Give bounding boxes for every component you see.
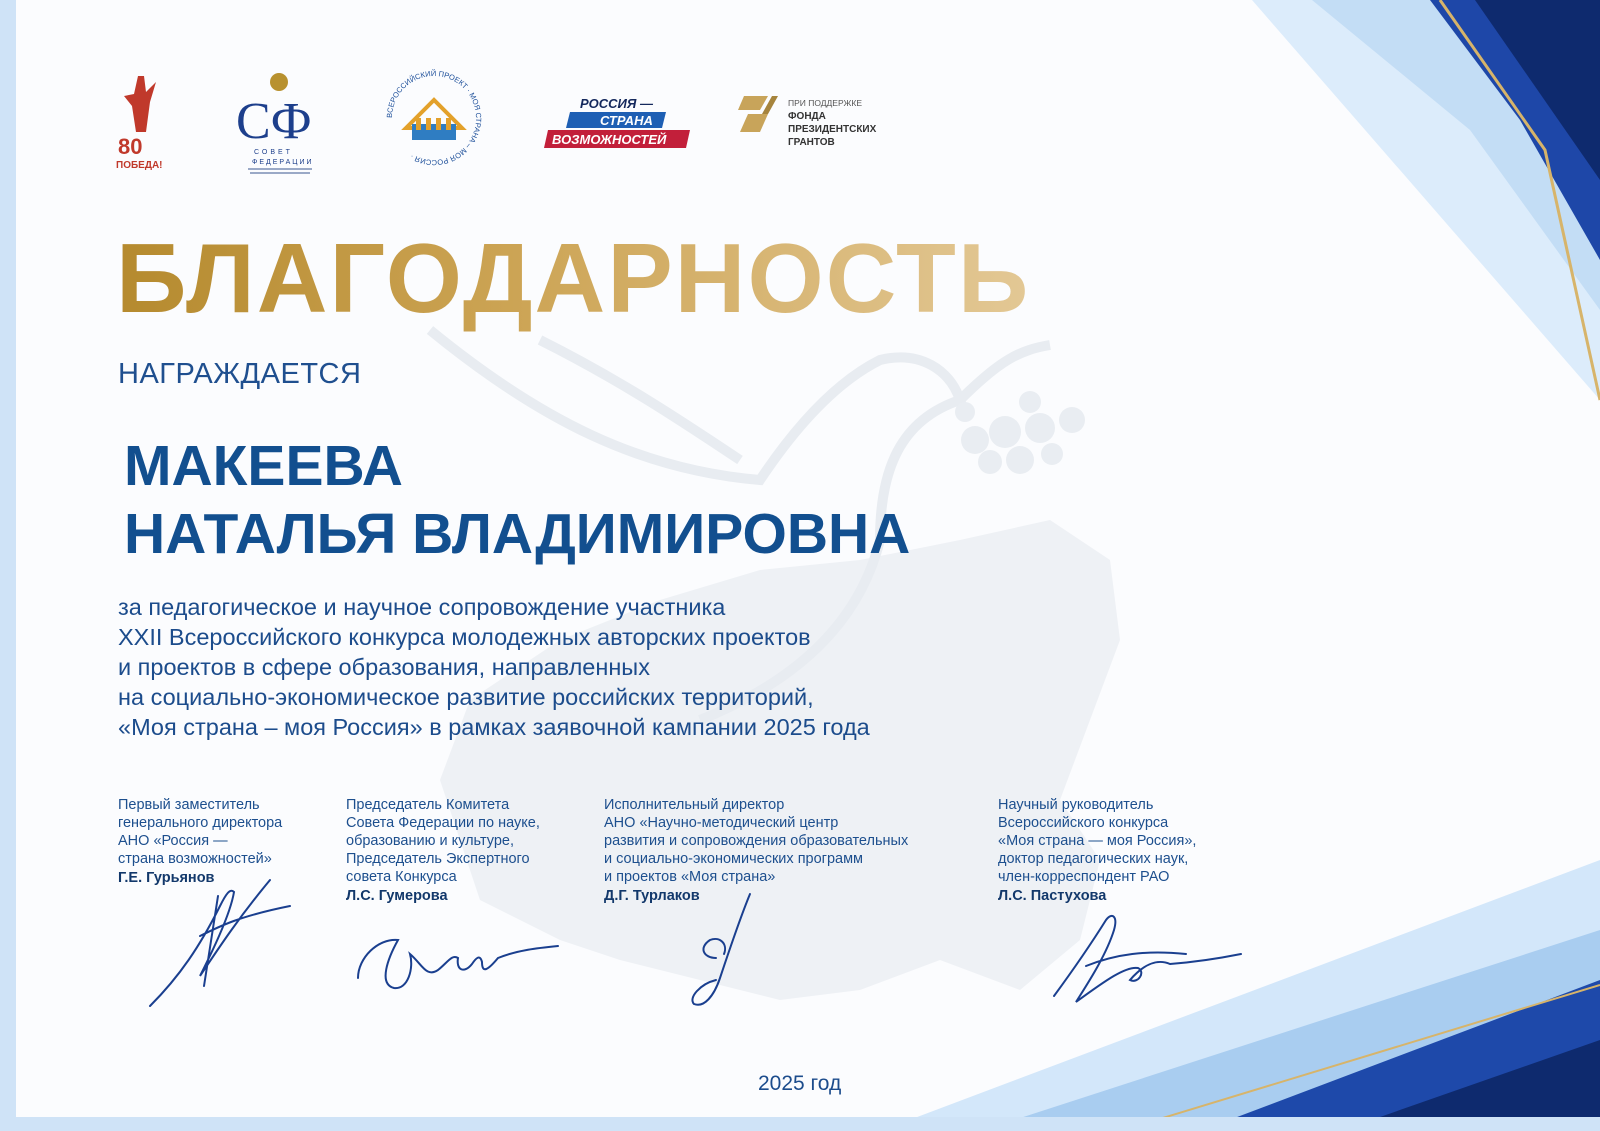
signer-name: Г.Е. Гурьянов bbox=[118, 870, 215, 886]
signer-role-line: Всероссийского конкурса bbox=[998, 815, 1169, 831]
signature-turlakov bbox=[680, 888, 770, 1018]
project-ring-text: ВСЕРОССИЙСКИЙ ПРОЕКТ · МОЯ СТРАНА – МОЯ РОССИЯ · bbox=[384, 68, 484, 168]
pfg-line3: ПРЕЗИДЕНТСКИХ bbox=[788, 124, 877, 135]
my-country-project-logo bbox=[384, 66, 484, 170]
signer-role-line: совета Конкурса bbox=[346, 869, 457, 885]
signer-role-line: Исполнительный директор bbox=[604, 797, 785, 813]
signature-gumerova bbox=[348, 918, 568, 998]
sf-mark: СФ bbox=[236, 93, 312, 150]
svg-text:ВСЕРОССИЙСКИЙ ПРОЕКТ · МОЯ СТР bbox=[385, 69, 483, 167]
russia-land-of-opportunity-logo bbox=[544, 94, 694, 154]
signer-role-line: страна возможностей» bbox=[118, 851, 272, 867]
awarded-label: НАГРАЖДАЕТСЯ bbox=[118, 358, 362, 390]
rsv-line3: ВОЗМОЖНОСТЕЙ bbox=[552, 132, 667, 147]
signer-role-line: АНО «Научно-методический центр bbox=[604, 815, 839, 831]
certificate-title: БЛАГОДАРНОСТЬ bbox=[116, 223, 1031, 333]
signer-role-line: образованию и культуре, bbox=[346, 833, 514, 849]
berries-watermark bbox=[955, 391, 1085, 474]
pfg-line2: ФОНДА bbox=[788, 111, 826, 122]
signature-guryanov bbox=[140, 866, 310, 1016]
award-reason bbox=[118, 592, 870, 742]
signer-role-line: АНО «Россия — bbox=[118, 833, 228, 849]
pfg-line1: ПРИ ПОДДЕРЖКЕ bbox=[788, 98, 863, 108]
signer-role-line: Научный руководитель bbox=[998, 797, 1154, 813]
signer-name: Д.Г. Турлаков bbox=[604, 888, 700, 904]
presidential-grants-fund-logo bbox=[738, 94, 908, 154]
signer-role-line: Совета Федерации по науке, bbox=[346, 815, 540, 831]
signer-role-line: член-корреспондент РАО bbox=[998, 869, 1170, 885]
signer-role-line: доктор педагогических наук, bbox=[998, 851, 1189, 867]
signer-role-line: развития и сопровождения образовательных bbox=[604, 833, 909, 849]
recipient-name bbox=[124, 432, 910, 568]
rsv-line1: РОССИЯ — bbox=[580, 96, 653, 111]
signer-gumerova bbox=[346, 796, 540, 905]
signature-pastukhova bbox=[1046, 906, 1246, 1016]
certificate-year: 2025 год bbox=[758, 1072, 842, 1095]
signer-role-line: Первый заместитель bbox=[118, 797, 260, 813]
bottom-frame-stripe bbox=[0, 1117, 1600, 1131]
svg-text:ПОБЕДА!: ПОБЕДА! bbox=[116, 160, 163, 170]
reason-line: XXII Всероссийского конкурса молодежных авторских проектов bbox=[118, 624, 811, 650]
svg-text:80: 80 bbox=[118, 134, 143, 159]
signer-role-line: Председатель Комитета bbox=[346, 797, 510, 813]
left-frame-stripe bbox=[0, 0, 16, 1131]
victory-80-logo bbox=[116, 72, 164, 170]
sf-caption-2: ФЕДЕРАЦИИ bbox=[252, 159, 314, 166]
signer-pastukhova bbox=[998, 796, 1196, 905]
reason-line: на социально-экономическое развитие российских территорий, bbox=[118, 684, 814, 710]
signer-name: Л.С. Пастухова bbox=[998, 888, 1107, 904]
recipient-given-names: НАТАЛЬЯ ВЛАДИМИРОВНА bbox=[124, 502, 911, 566]
reason-line: «Моя страна – моя Россия» в рамках заявочной кампании 2025 года bbox=[118, 714, 870, 740]
federation-council-logo bbox=[236, 70, 326, 176]
signer-role-line: генерального директора bbox=[118, 815, 283, 831]
signer-role-line: и социально-экономических программ bbox=[604, 851, 864, 867]
pfg-line4: ГРАНТОВ bbox=[788, 137, 835, 148]
signer-role-line: Председатель Экспертного bbox=[346, 851, 530, 867]
reason-line: и проектов в сфере образования, направленных bbox=[118, 654, 650, 680]
rsv-line2: СТРАНА bbox=[600, 113, 653, 128]
signer-name: Л.С. Гумерова bbox=[346, 888, 448, 904]
recipient-surname: МАКЕЕВА bbox=[124, 434, 403, 498]
sf-caption-1: СОВЕТ bbox=[254, 149, 293, 156]
reason-line: за педагогическое и научное сопровождение участника bbox=[118, 594, 726, 620]
signer-role-line: «Моя страна — моя Россия», bbox=[998, 833, 1197, 849]
signer-role-line: и проектов «Моя страна» bbox=[604, 869, 776, 885]
